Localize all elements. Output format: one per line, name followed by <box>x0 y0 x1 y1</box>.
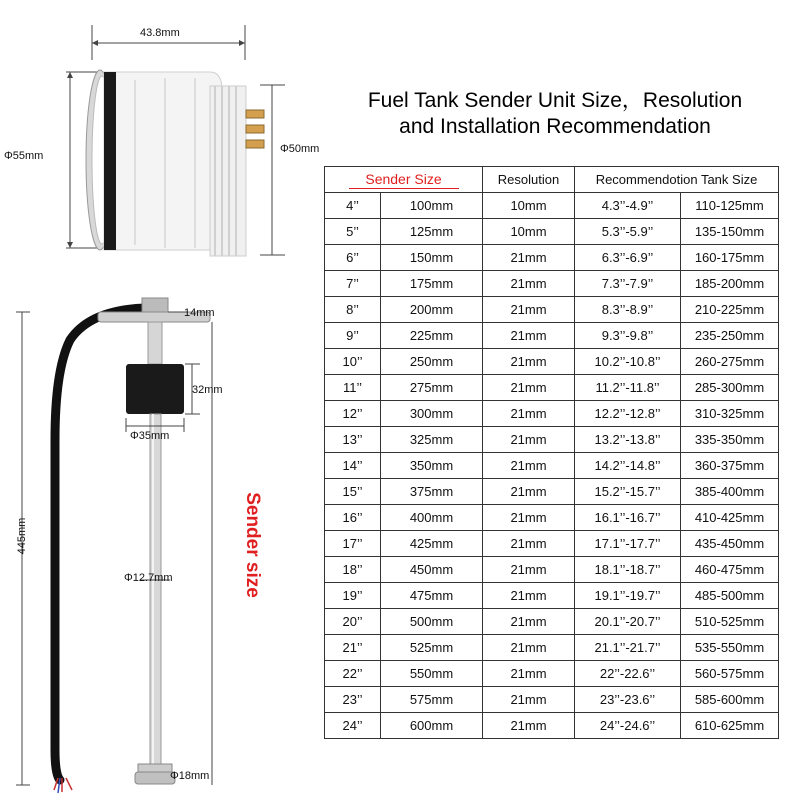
cell-tank-inches: 22’’-22.6’’ <box>575 661 681 687</box>
table-row <box>325 505 779 531</box>
cell-inches: 10’’ <box>325 349 381 375</box>
cell-tank-mm: 110-125mm <box>681 193 779 219</box>
cell-resolution: 21mm <box>483 609 575 635</box>
cell-resolution: 21mm <box>483 427 575 453</box>
cell-resolution: 21mm <box>483 557 575 583</box>
sender-size-label: Sender size <box>242 492 263 598</box>
table-row <box>325 297 779 323</box>
cell-length: 500mm <box>381 609 483 635</box>
cell-tank-mm: 560-575mm <box>681 661 779 687</box>
sender-size-table <box>324 166 779 739</box>
cell-length: 200mm <box>381 297 483 323</box>
cell-tank-inches: 13.2’’-13.8’’ <box>575 427 681 453</box>
cell-tank-mm: 610-625mm <box>681 713 779 739</box>
cell-inches: 18’’ <box>325 557 381 583</box>
cell-inches: 7’’ <box>325 271 381 297</box>
table-row <box>325 583 779 609</box>
table-row <box>325 531 779 557</box>
cell-inches: 16’’ <box>325 505 381 531</box>
cell-tank-mm: 535-550mm <box>681 635 779 661</box>
cell-tank-mm: 460-475mm <box>681 557 779 583</box>
cell-resolution: 21mm <box>483 245 575 271</box>
cell-resolution: 21mm <box>483 713 575 739</box>
cell-inches: 19’’ <box>325 583 381 609</box>
foot-diameter-dimension: Φ18mm <box>170 770 210 782</box>
cell-tank-mm: 310-325mm <box>681 401 779 427</box>
table-row <box>325 427 779 453</box>
cell-tank-inches: 16.1’’-16.7’’ <box>575 505 681 531</box>
cell-tank-inches: 14.2’’-14.8’’ <box>575 453 681 479</box>
table-row <box>325 323 779 349</box>
page-title-line1: Fuel Tank Sender Unit Size，Resolution <box>367 89 743 112</box>
cell-length: 575mm <box>381 687 483 713</box>
table-row <box>325 271 779 297</box>
cell-resolution: 21mm <box>483 297 575 323</box>
cell-resolution: 10mm <box>483 193 575 219</box>
cell-tank-inches: 17.1’’-17.7’’ <box>575 531 681 557</box>
cell-resolution: 21mm <box>483 375 575 401</box>
sender-length-dimension: 445mm <box>16 517 28 555</box>
cell-inches: 22’’ <box>325 661 381 687</box>
cell-tank-inches: 15.2’’-15.7’’ <box>575 479 681 505</box>
cell-resolution: 21mm <box>483 401 575 427</box>
header-resolution: Resolution <box>483 167 575 193</box>
cell-tank-mm: 585-600mm <box>681 687 779 713</box>
cell-tank-inches: 11.2’’-11.8’’ <box>575 375 681 401</box>
float-diameter-dimension: Φ35mm <box>130 430 170 442</box>
cell-tank-inches: 8.3’’-8.9’’ <box>575 297 681 323</box>
cell-inches: 4’’ <box>325 193 381 219</box>
cell-inches: 6’’ <box>325 245 381 271</box>
cell-inches: 12’’ <box>325 401 381 427</box>
table-row <box>325 479 779 505</box>
cell-tank-inches: 9.3’’-9.8’’ <box>575 323 681 349</box>
table-row <box>325 193 779 219</box>
table-row <box>325 609 779 635</box>
header-tank-size: Recommendotion Tank Size <box>575 167 779 193</box>
cell-tank-mm: 485-500mm <box>681 583 779 609</box>
cell-inches: 21’’ <box>325 635 381 661</box>
cell-resolution: 21mm <box>483 349 575 375</box>
flange-height-dimension: 14mm <box>184 307 215 319</box>
cell-length: 150mm <box>381 245 483 271</box>
cell-tank-inches: 21.1’’-21.7’’ <box>575 635 681 661</box>
cell-length: 125mm <box>381 219 483 245</box>
cell-length: 375mm <box>381 479 483 505</box>
cell-resolution: 21mm <box>483 661 575 687</box>
cell-tank-inches: 20.1’’-20.7’’ <box>575 609 681 635</box>
cell-resolution: 21mm <box>483 271 575 297</box>
table-row <box>325 713 779 739</box>
gauge-illustration <box>0 0 320 290</box>
cell-length: 450mm <box>381 557 483 583</box>
cell-tank-inches: 12.2’’-12.8’’ <box>575 401 681 427</box>
cell-tank-mm: 135-150mm <box>681 219 779 245</box>
header-underline <box>349 188 459 189</box>
table-body <box>325 193 779 739</box>
cell-tank-inches: 10.2’’-10.8’’ <box>575 349 681 375</box>
table-header-row <box>325 167 779 193</box>
table-row <box>325 635 779 661</box>
cell-length: 325mm <box>381 427 483 453</box>
cell-length: 300mm <box>381 401 483 427</box>
cell-inches: 8’’ <box>325 297 381 323</box>
cell-length: 550mm <box>381 661 483 687</box>
cell-tank-mm: 210-225mm <box>681 297 779 323</box>
cell-inches: 5’’ <box>325 219 381 245</box>
cell-inches: 23’’ <box>325 687 381 713</box>
cell-inches: 14’’ <box>325 453 381 479</box>
cell-tank-mm: 185-200mm <box>681 271 779 297</box>
cell-inches: 17’’ <box>325 531 381 557</box>
cell-length: 250mm <box>381 349 483 375</box>
cell-resolution: 10mm <box>483 219 575 245</box>
cell-length: 600mm <box>381 713 483 739</box>
cell-length: 275mm <box>381 375 483 401</box>
cell-tank-inches: 6.3’’-6.9’’ <box>575 245 681 271</box>
cell-length: 100mm <box>381 193 483 219</box>
cell-tank-mm: 385-400mm <box>681 479 779 505</box>
table-row <box>325 401 779 427</box>
cell-tank-mm: 260-275mm <box>681 349 779 375</box>
table-row <box>325 453 779 479</box>
cell-tank-mm: 510-525mm <box>681 609 779 635</box>
cell-tank-mm: 285-300mm <box>681 375 779 401</box>
cell-resolution: 21mm <box>483 635 575 661</box>
table-row <box>325 557 779 583</box>
tube-diameter-dimension: Φ12.7mm <box>124 572 173 584</box>
table-row <box>325 349 779 375</box>
cell-tank-inches: 7.3’’-7.9’’ <box>575 271 681 297</box>
cell-length: 425mm <box>381 531 483 557</box>
cell-tank-mm: 160-175mm <box>681 245 779 271</box>
cell-inches: 9’’ <box>325 323 381 349</box>
gauge-width-dimension: 43.8mm <box>140 27 180 39</box>
cell-length: 525mm <box>381 635 483 661</box>
float-height-dimension: 32mm <box>192 384 223 396</box>
cell-resolution: 21mm <box>483 531 575 557</box>
cell-resolution: 21mm <box>483 583 575 609</box>
cell-length: 225mm <box>381 323 483 349</box>
cell-inches: 24’’ <box>325 713 381 739</box>
cell-tank-mm: 360-375mm <box>681 453 779 479</box>
table-row <box>325 687 779 713</box>
cell-tank-mm: 335-350mm <box>681 427 779 453</box>
cell-inches: 11’’ <box>325 375 381 401</box>
cell-tank-inches: 24’’-24.6’’ <box>575 713 681 739</box>
gauge-diameter-dimension: Φ55mm <box>4 150 44 162</box>
page-title-line2: and Installation Recommendation <box>399 115 711 138</box>
gauge-back-diameter-dimension: Φ50mm <box>280 143 320 155</box>
cell-resolution: 21mm <box>483 453 575 479</box>
cell-tank-inches: 4.3’’-4.9’’ <box>575 193 681 219</box>
cell-resolution: 21mm <box>483 505 575 531</box>
table-row <box>325 219 779 245</box>
table-row <box>325 661 779 687</box>
cell-length: 350mm <box>381 453 483 479</box>
cell-length: 175mm <box>381 271 483 297</box>
cell-inches: 13’’ <box>325 427 381 453</box>
cell-tank-inches: 18.1’’-18.7’’ <box>575 557 681 583</box>
header-sender-size-label: Sender Size <box>365 170 442 187</box>
cell-tank-mm: 435-450mm <box>681 531 779 557</box>
cell-resolution: 21mm <box>483 323 575 349</box>
cell-inches: 15’’ <box>325 479 381 505</box>
cell-tank-inches: 5.3’’-5.9’’ <box>575 219 681 245</box>
header-sender-size <box>325 167 483 193</box>
cell-length: 400mm <box>381 505 483 531</box>
table-row <box>325 245 779 271</box>
cell-length: 475mm <box>381 583 483 609</box>
cell-tank-inches: 19.1’’-19.7’’ <box>575 583 681 609</box>
cell-tank-inches: 23’’-23.6’’ <box>575 687 681 713</box>
cell-inches: 20’’ <box>325 609 381 635</box>
cell-resolution: 21mm <box>483 687 575 713</box>
cell-resolution: 21mm <box>483 479 575 505</box>
cell-tank-mm: 235-250mm <box>681 323 779 349</box>
cell-tank-mm: 410-425mm <box>681 505 779 531</box>
table-row <box>325 375 779 401</box>
